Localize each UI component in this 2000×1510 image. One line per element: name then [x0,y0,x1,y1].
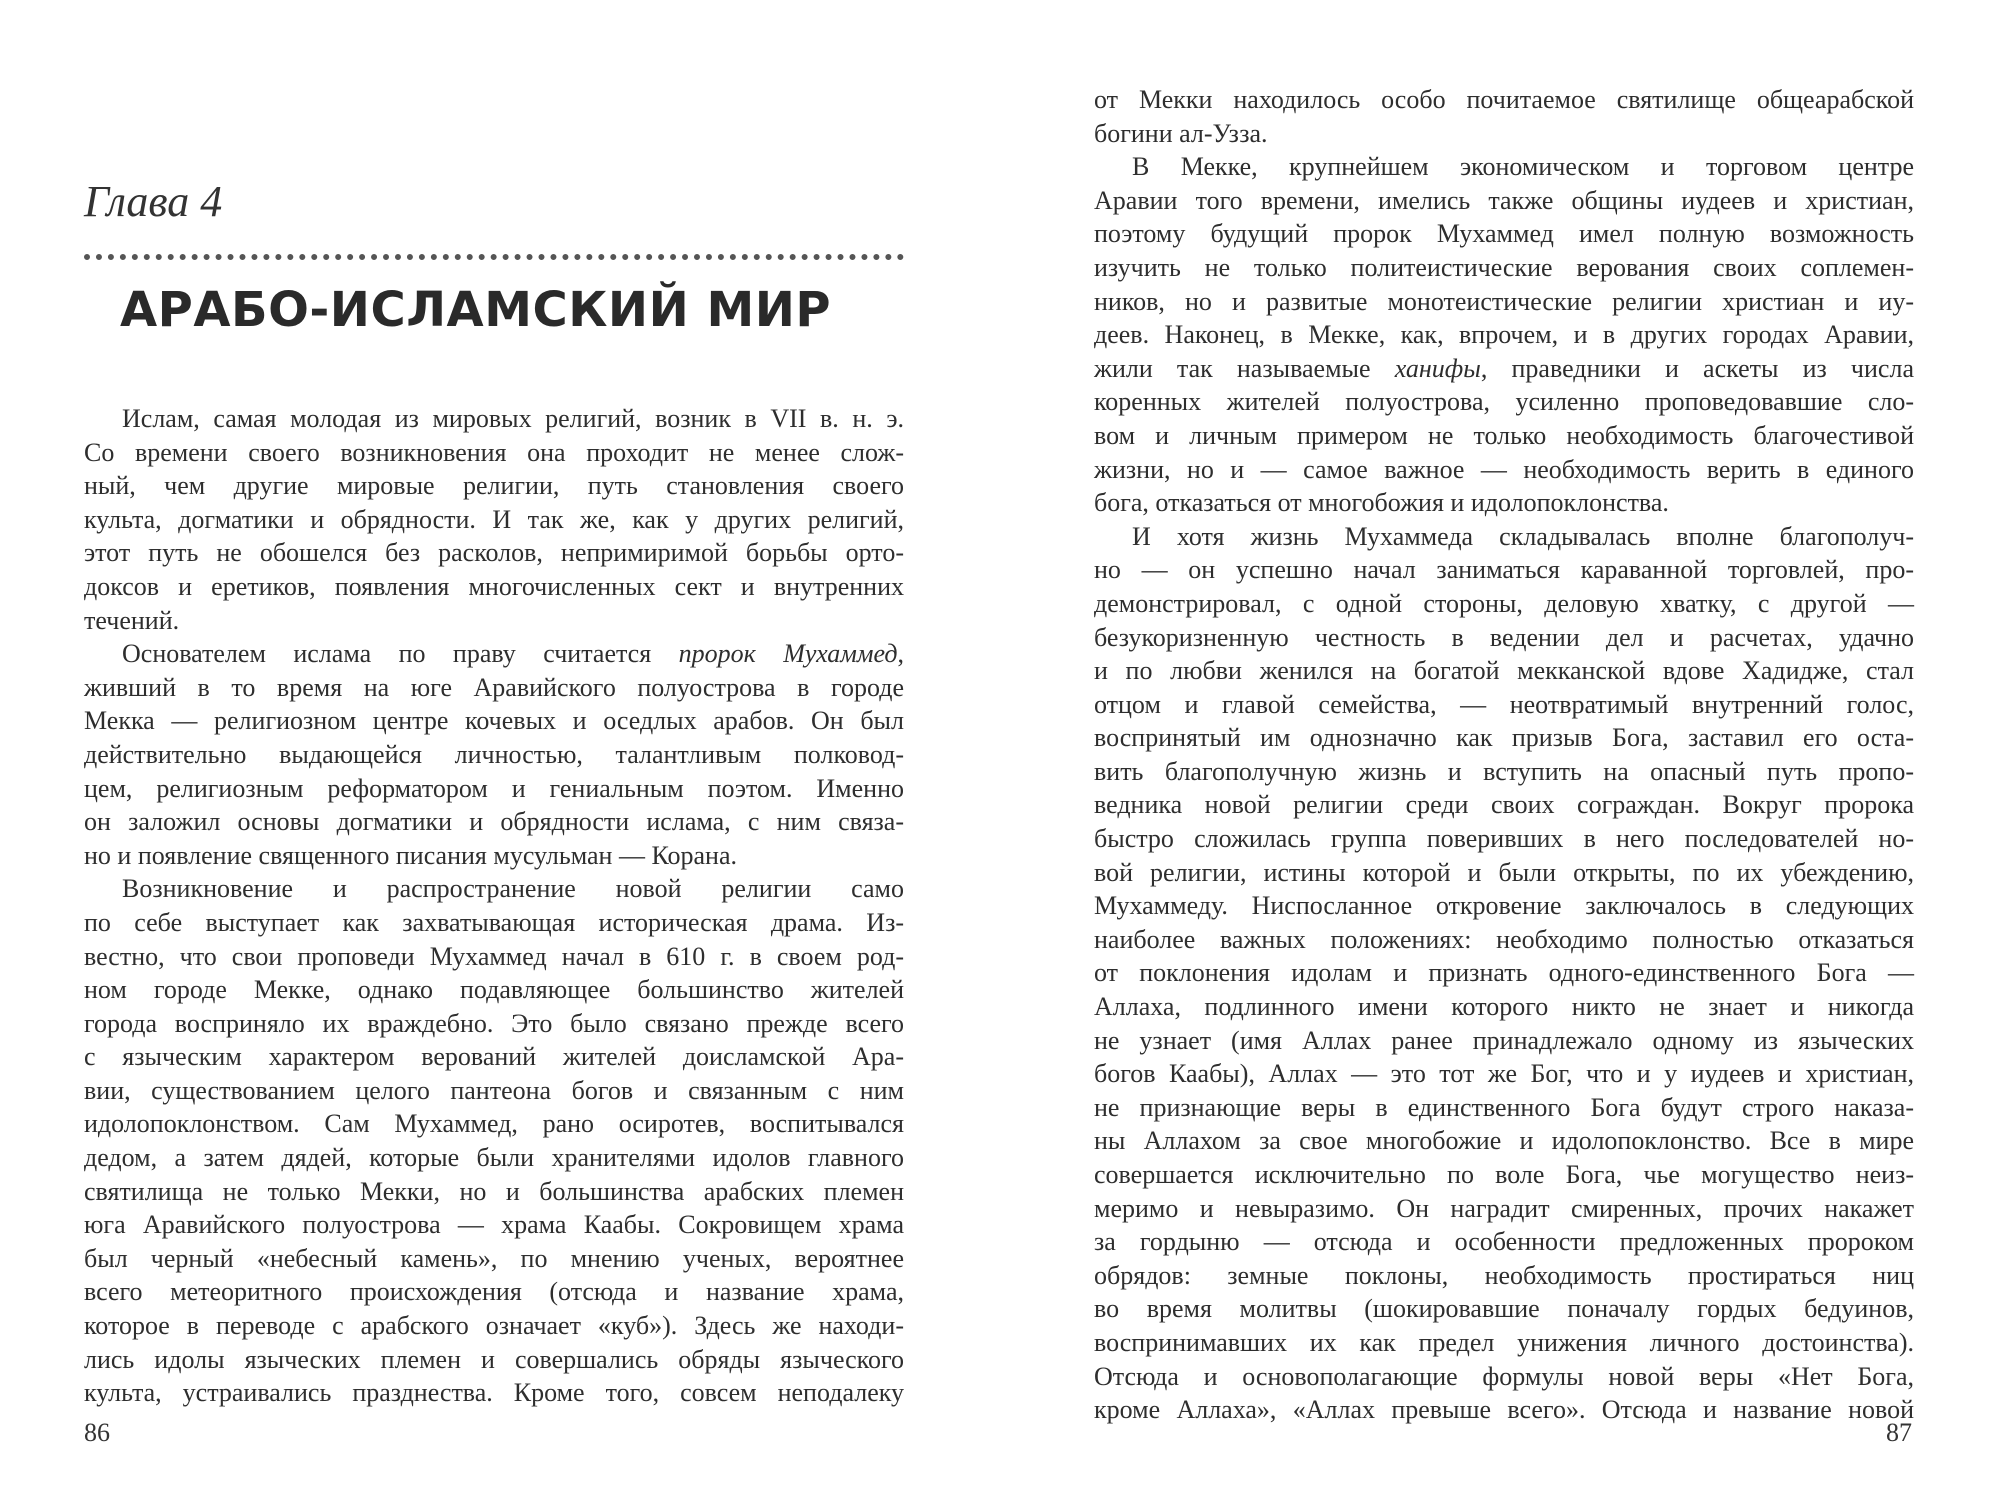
text-line: бога, отказаться от многобожия и идолопоклонства. [1094,488,1669,518]
text-line: отцом и главой семейства, — неотвратимый внутренний голос, [1094,689,1914,719]
text-line: дедом, а затем дядей, которые были хранителями идолов главного [84,1143,904,1173]
text-line: поэтому будущий пророк Мухаммед имел полную возможность [1094,219,1914,249]
text-line: Аравии того времени, имелись также общины иудеев и христиан, [1094,185,1914,215]
text-line: был черный «небесный камень», по мнению ученых, вероятнее [84,1243,904,1273]
text-line: живший в то время на юге Аравийского полуострова в городе [84,672,904,702]
text-line: Возникновение и распространение новой религии само [122,874,904,904]
text-line: быстро сложилась группа поверивших в него последователей но- [1094,824,1914,854]
text-line: ников, но и развитые монотеистические религии христиан и иу- [1094,286,1914,316]
text-line: которое в переводе с арабского означает «куб»). Здесь же находи- [84,1311,904,1341]
page-number: 86 [84,1418,110,1447]
text-line: безукоризненную честность в ведении дел и расчетах, удачно [1094,622,1914,652]
text-line [1094,352,1914,386]
text-line: города восприняло их враждебно. Это было связано прежде всего [84,1008,904,1038]
text-line: богини ал-Узза. [1094,118,1268,148]
text-line: деев. Наконец, в Мекке, как, впрочем, и в других городах Аравии, [1094,320,1914,350]
left-body-text [84,402,904,1410]
text-line: В Мекке, крупнейшем экономическом и торговом центре [1132,152,1914,182]
text-line: за гордыню — отсюда и особенности предложенных пророком [1094,1227,1914,1257]
text-line: Мекка — религиозном центре кочевых и оседлых арабов. Он был [84,706,904,736]
text-fragment: Основателем ислама по праву считается [122,639,679,669]
text-line: Со времени своего возникновения она проходит не менее слож- [84,437,904,467]
text-fragment: , праведники и аскеты из числа [1480,353,1914,383]
text-line: идолопоклонством. Сам Мухаммед, рано осиротев, воспитывался [84,1109,904,1139]
text-line: воспринимавших их как предел унижения личного достоинства). [1094,1327,1914,1357]
text-line: течений. [84,605,180,635]
text-line: Мухаммеду. Ниспосланное откровение заключалось в следующих [1094,891,1914,921]
text-line: демонстрировал, с одной стороны, деловую хватку, с другой — [1094,588,1914,618]
text-line: И хотя жизнь Мухаммеда складывалась вполне благополуч- [1132,521,1914,551]
text-line: но и появление священного писания мусульман — Корана. [84,840,737,870]
text-line [84,637,904,671]
text-line: воспринятый им однозначно как призыв Бога, заставил его оста- [1094,723,1914,753]
text-line: культа, устраивались празднества. Кроме того, совсем неподалеку [84,1378,904,1408]
text-line: по себе выступает как захватывающая историческая драма. Из- [84,907,904,937]
text-line: вестно, что свои проповеди Мухаммед начал в 610 г. в своем род- [84,941,904,971]
text-line: юга Аравийского полуострова — храма Каабы. Сокровищем храма [84,1210,904,1240]
text-line: ный, чем другие мировые религии, путь становления своего [84,471,904,501]
text-line: ном городе Мекке, однако подавляющее большинство жителей [84,975,904,1005]
text-line: во время молитвы (шокировавшие поначалу гордых бедуинов, [1094,1294,1914,1324]
right-body-text [1094,83,1914,1427]
text-line: коренных жителей полуострова, усиленно проповедовавшие сло- [1094,387,1914,417]
text-line: не узнает (имя Аллах ранее принадлежало одному из языческих [1094,1025,1914,1055]
emphasis-hanifs: ханифы [1394,353,1481,383]
text-line: не признающие веры в единственного Бога будут строго наказа- [1094,1092,1914,1122]
text-line: действительно выдающейся личностью, талантливым полковод- [84,739,904,769]
text-line: совершается исключительно по воле Бога, чье могущество неиз- [1094,1160,1914,1189]
chapter-label: Глава 4 [84,177,223,226]
text-line: культа, догматики и обрядности. И так же, как у других религий, [84,504,904,534]
text-line: вом и личным примером не только необходимость благочестивой [1094,420,1914,450]
text-line: лись идолы языческих племен и совершались обряды языческого [84,1344,904,1374]
text-line: он заложил основы догматики и обрядности ислама, с ним связа- [84,807,904,837]
text-line: Ислам, самая молодая из мировых религий, возник в VII в. н. э. [122,404,904,433]
text-line: Аллаха, подлинного имени которого никто не знает и никогда [1094,992,1914,1022]
text-line: Отсюда и основополагающие формулы новой веры «Нет Бога, [1094,1361,1914,1391]
text-line: жизни, но и — самое важное — необходимость верить в единого [1094,454,1914,484]
text-line: этот путь не обошелся без расколов, непримиримой борьбы орто- [84,538,904,568]
text-line: вить благополучную жизнь и вступить на опасный путь пропо- [1094,756,1914,786]
text-line: от Мекки находилось особо почитаемое святилище общеарабской [1094,85,1914,114]
text-line: кроме Аллаха», «Аллах превыше всего». Отсюда и название новой [1094,1395,1914,1425]
text-line: ведника новой религии среди своих сограждан. Вокруг пророка [1094,790,1914,820]
page-number: 87 [1886,1418,1912,1447]
text-line: но — он успешно начал заниматься караванной торговлей, про- [1094,555,1914,585]
right-page [1000,0,2000,1510]
text-line: от поклонения идолам и признать одного-единственного Бога — [1094,958,1914,988]
emphasis-prophet: пророк Мухаммед [678,639,898,669]
text-line: наиболее важных положениях: необходимо полностью отказаться [1094,924,1914,954]
text-line: доксов и еретиков, появления многочисленных сект и внутренних [84,571,904,601]
text-fragment: жили так называемые [1094,353,1395,383]
text-line: вой религии, истины которой и были открыты, по их убеждению, [1094,857,1914,887]
text-line: с языческим характером верований жителей доисламской Ара- [84,1042,904,1072]
text-line: обрядов: земные поклоны, необходимость простираться ниц [1094,1260,1914,1290]
dotted-divider [84,254,904,260]
text-line: и по любви женился на богатой мекканской вдове Хадидже, стал [1094,656,1914,686]
text-line: изучить не только политеистические верования своих соплемен- [1094,252,1914,282]
text-line: святилища не только Мекки, но и большинства арабских племен [84,1176,904,1206]
text-line: богов Каабы), Аллах — это тот же Бог, что и у иудеев и христиан, [1094,1059,1914,1089]
text-line: цем, религиозным реформатором и гениальным поэтом. Именно [84,773,904,803]
text-line: вии, существованием целого пантеона богов и связанным с ним [84,1075,904,1105]
text-fragment: , [897,639,904,669]
text-line: ны Аллахом за свое многобожие и идолопоклонство. Все в мире [1094,1126,1914,1156]
text-line: всего метеоритного происхождения (отсюда и название храма, [84,1277,904,1307]
text-line: меримо и невыразимо. Он наградит смиренных, прочих накажет [1094,1193,1914,1223]
chapter-title: АРАБО-ИСЛАМСКИЙ МИР [120,282,832,338]
